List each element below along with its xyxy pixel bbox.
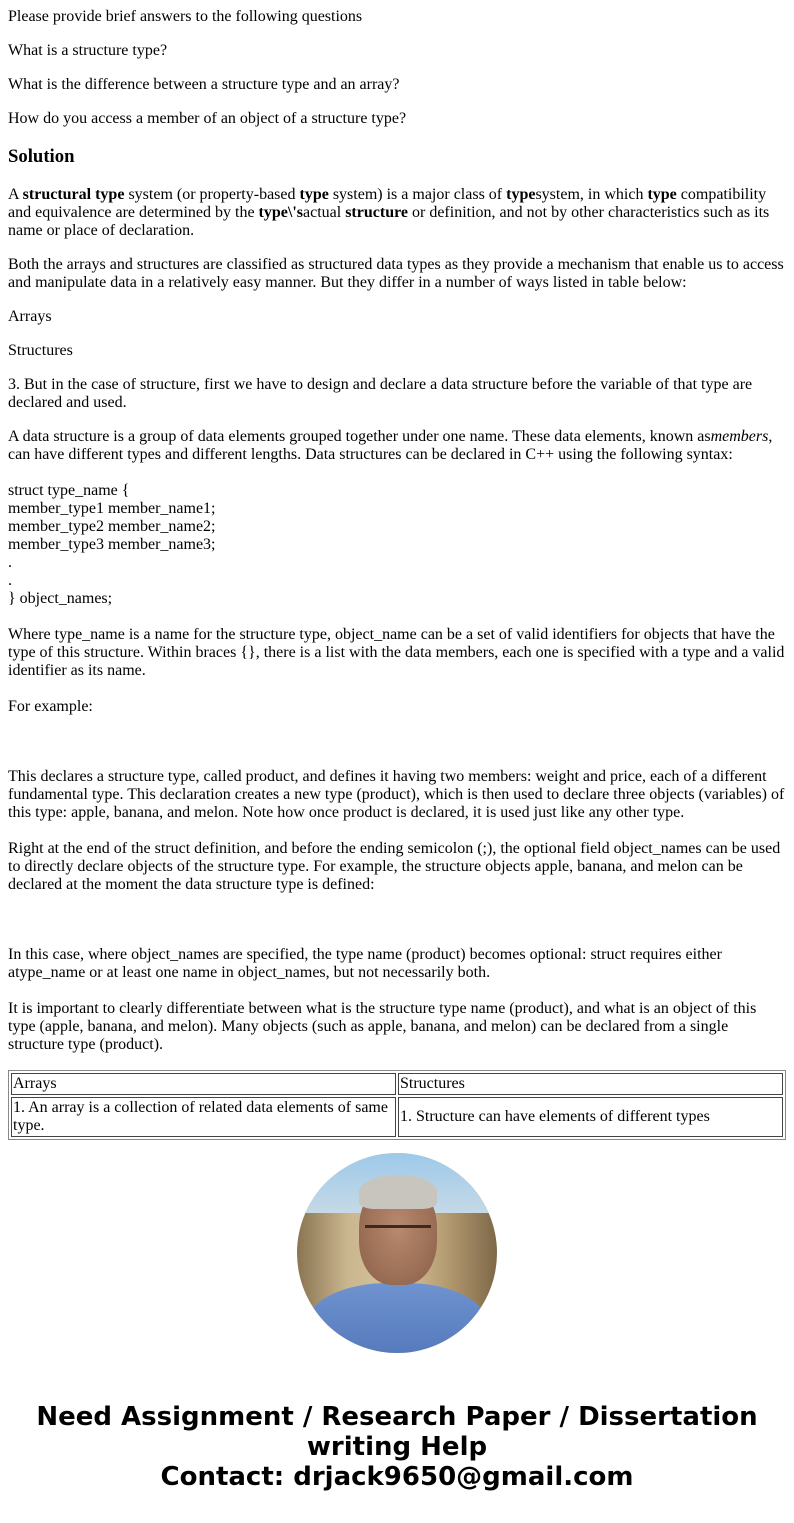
table-cell: 1. An array is a collection of related data elements of same type.: [11, 1097, 396, 1137]
banner-line-1: Need Assignment / Research Paper / Dissertation: [36, 1402, 758, 1432]
code-line: struct type_name {: [8, 482, 130, 499]
code-line: member_type1 member_name1;: [8, 500, 216, 517]
author-photo: [297, 1153, 497, 1353]
data-structure-paragraph: A data structure is a group of data elements grouped together under one name. These data elements, known asmembers, can have different types and different lengths. Data structures can be declared in C++ using the following syntax: struct type_name { member_type1 member_name1; member_type2 member_name2; member_type3 member_name3; . . } object_names; Where type_name is a name for the structure type, object_name can be a set of valid identifiers for objects that have the type of this structure. Within braces {}, there is a list with the data members, each one is specified with a type and a valid identifier as its name. For example:: [8, 428, 785, 715]
arrays-structures-paragraph: Both the arrays and structures are classified as structured data types as they provide a mechanism that enable us to access and manipulate data in a relatively easy manner. But they differ in a number of ways listed in table below:: [8, 256, 784, 291]
table-header-row: [11, 1073, 783, 1095]
code-line: .: [8, 554, 12, 571]
product-explanation: This declares a structure type, called product, and defines it having two members: weight and price, each of a different fundamental type. This declaration creates a new type (product), which is then used to declare three objects (variables) of this type: apple, banana, and melon. Note how once product is declared, it is used just like any other type. Right at the end of the struct definition, and before the ending semicolon (;), the optional field object_names can be used to directly declare objects of the structure type. For example, the structure objects apple, banana, and melon can be declared at the moment the data structure type is defined:: [8, 768, 785, 893]
document-content: [8, 0, 786, 1140]
point-3-paragraph: 3. But in the case of structure, first we have to design and declare a data structure before the variable of that type are declared and used.: [8, 376, 753, 411]
code-line: .: [8, 572, 12, 589]
arrays-label: Arrays: [8, 308, 52, 325]
banner-line-2: writing Help: [306, 1432, 488, 1462]
table-row: [11, 1097, 783, 1137]
solution-heading: Solution: [8, 146, 75, 167]
question-2: What is the difference between a structure type and an array?: [8, 76, 400, 93]
code-line: } object_names;: [8, 590, 113, 607]
type-name-explanation: Where type_name is a name for the structure type, object_name can be a set of valid identifiers for objects that have the type of this structure. Within braces {}, there is a list with the data members, each one is specified with a type and a valid identifier as its name.: [8, 626, 785, 679]
question-intro: Please provide brief answers to the following questions: [8, 8, 363, 25]
table-header: Arrays: [11, 1073, 396, 1095]
for-example: For example:: [8, 698, 93, 715]
question-1: What is a structure type?: [8, 42, 168, 59]
banner-contact: Contact: drjack9650@gmail.com: [160, 1462, 634, 1492]
structural-type-paragraph: A structural type system (or property-based type system) is a major class of typesystem, in which type compatibility and equivalence are determined by the type\'sactual structure or definition, and not by other characteristics such as its name or place of declaration.: [8, 186, 770, 239]
table-cell: 1. Structure can have elements of different types: [398, 1097, 783, 1137]
contact-banner: [0, 1402, 794, 1492]
question-3: How do you access a member of an object of a structure type?: [8, 110, 407, 127]
table-header: Structures: [398, 1073, 783, 1095]
comparison-table: [8, 1070, 786, 1140]
object-names-paragraph: In this case, where object_names are specified, the type name (product) becomes optional: struct requires either atype_name or at least one name in object_names, but not necessarily both. It is important to clearly differentiate between what is the structure type name (product), and what is an object of this type (apple, banana, and melon). Many objects (such as apple, banana, and melon) can be declared from a single structure type (product).: [8, 946, 757, 1053]
code-line: member_type3 member_name3;: [8, 536, 216, 553]
code-line: member_type2 member_name2;: [8, 518, 216, 535]
structures-label: Structures: [8, 342, 73, 359]
